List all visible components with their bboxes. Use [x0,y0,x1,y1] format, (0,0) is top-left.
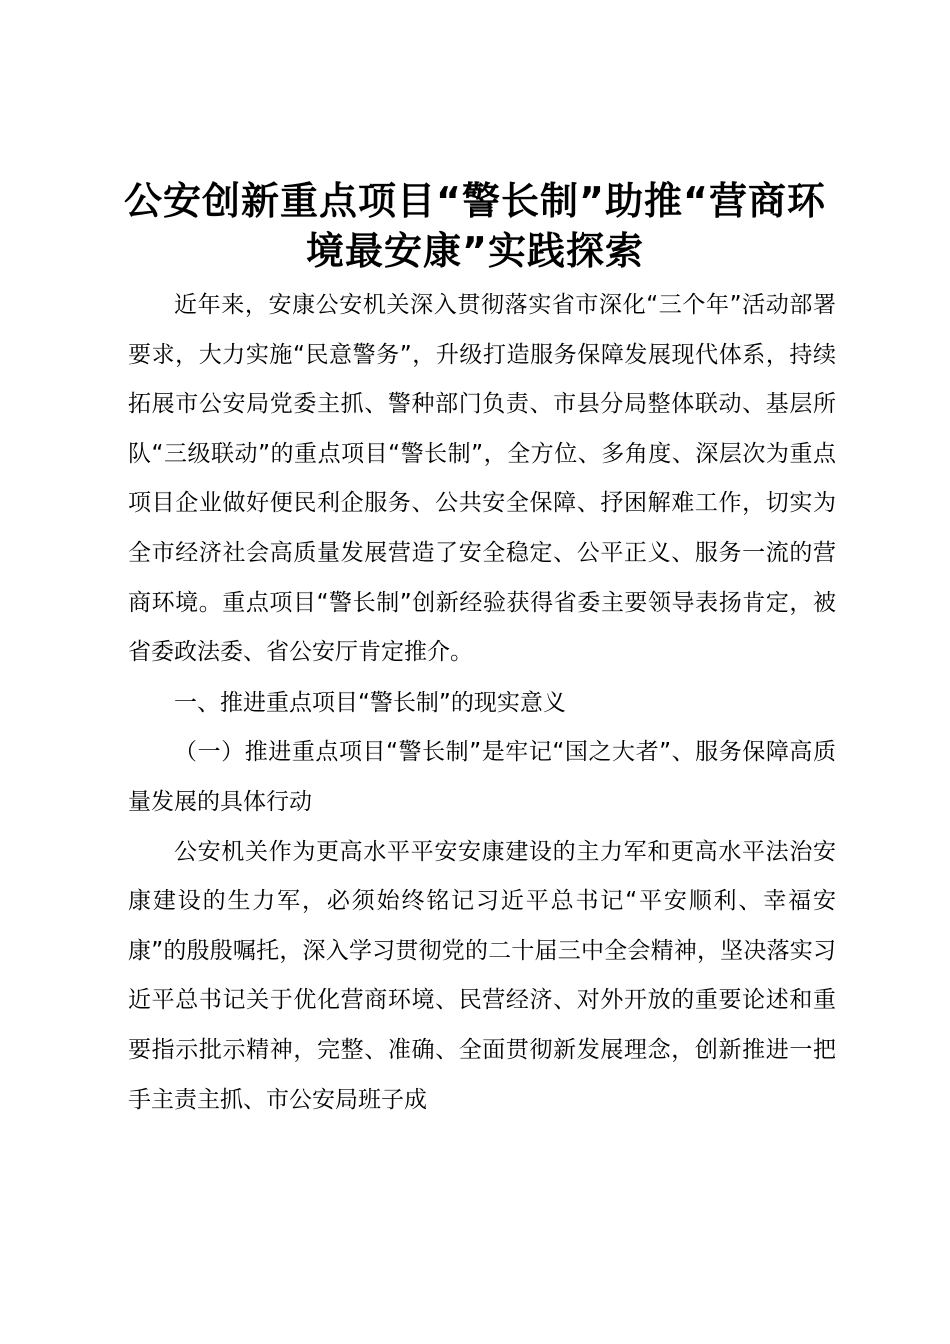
document-body [128,281,836,1125]
paragraph-body: 公安机关作为更高水平平安安康建设的主力军和更高水平法治安康建设的生力军，必须始终铭记习近平总书记“平安顺利、幸福安康”的殷殷嘱托，深入学习贯彻党的二十届三中全会精神，坚决落实习近平总书记关于优化营商环境、民营经济、对外开放的重要论述和重要指示批示精神，完整、准确、全面贯彻新发展理念，创新推进一把手主责主抓、市公安局班子成 [128,838,836,1113]
document-title: 公安创新重点项目“警长制”助推“营商环境最安康”实践探索 [124,179,826,273]
subsection-heading-1-1: （一）推进重点项目“警长制”是牢记“国之大者”、服务保障高质量发展的具体行动 [128,739,836,815]
paragraph-intro: 近年来，安康公安机关深入贯彻落实省市深化“三个年”活动部署要求，大力实施“民意警务”，升级打造服务保障发展现代体系，持续拓展市公安局党委主抓、警种部门负责、市县分局整体联动、基层所队“三级联动”的重点项目“警长制”，全方位、多角度、深层次为重点项目企业做好便民利企服务、公共安全保障、抒困解难工作，切实为全市经济社会高质量发展营造了安全稳定、公平正义、服务一流的营商环境。重点项目“警长制”创新经验获得省委主要领导表扬肯定，被省委政法委、省公安厅肯定推介。 [128,292,836,666]
section-heading-1: 一、推进重点项目“警长制”的现实意义 [174,689,566,716]
